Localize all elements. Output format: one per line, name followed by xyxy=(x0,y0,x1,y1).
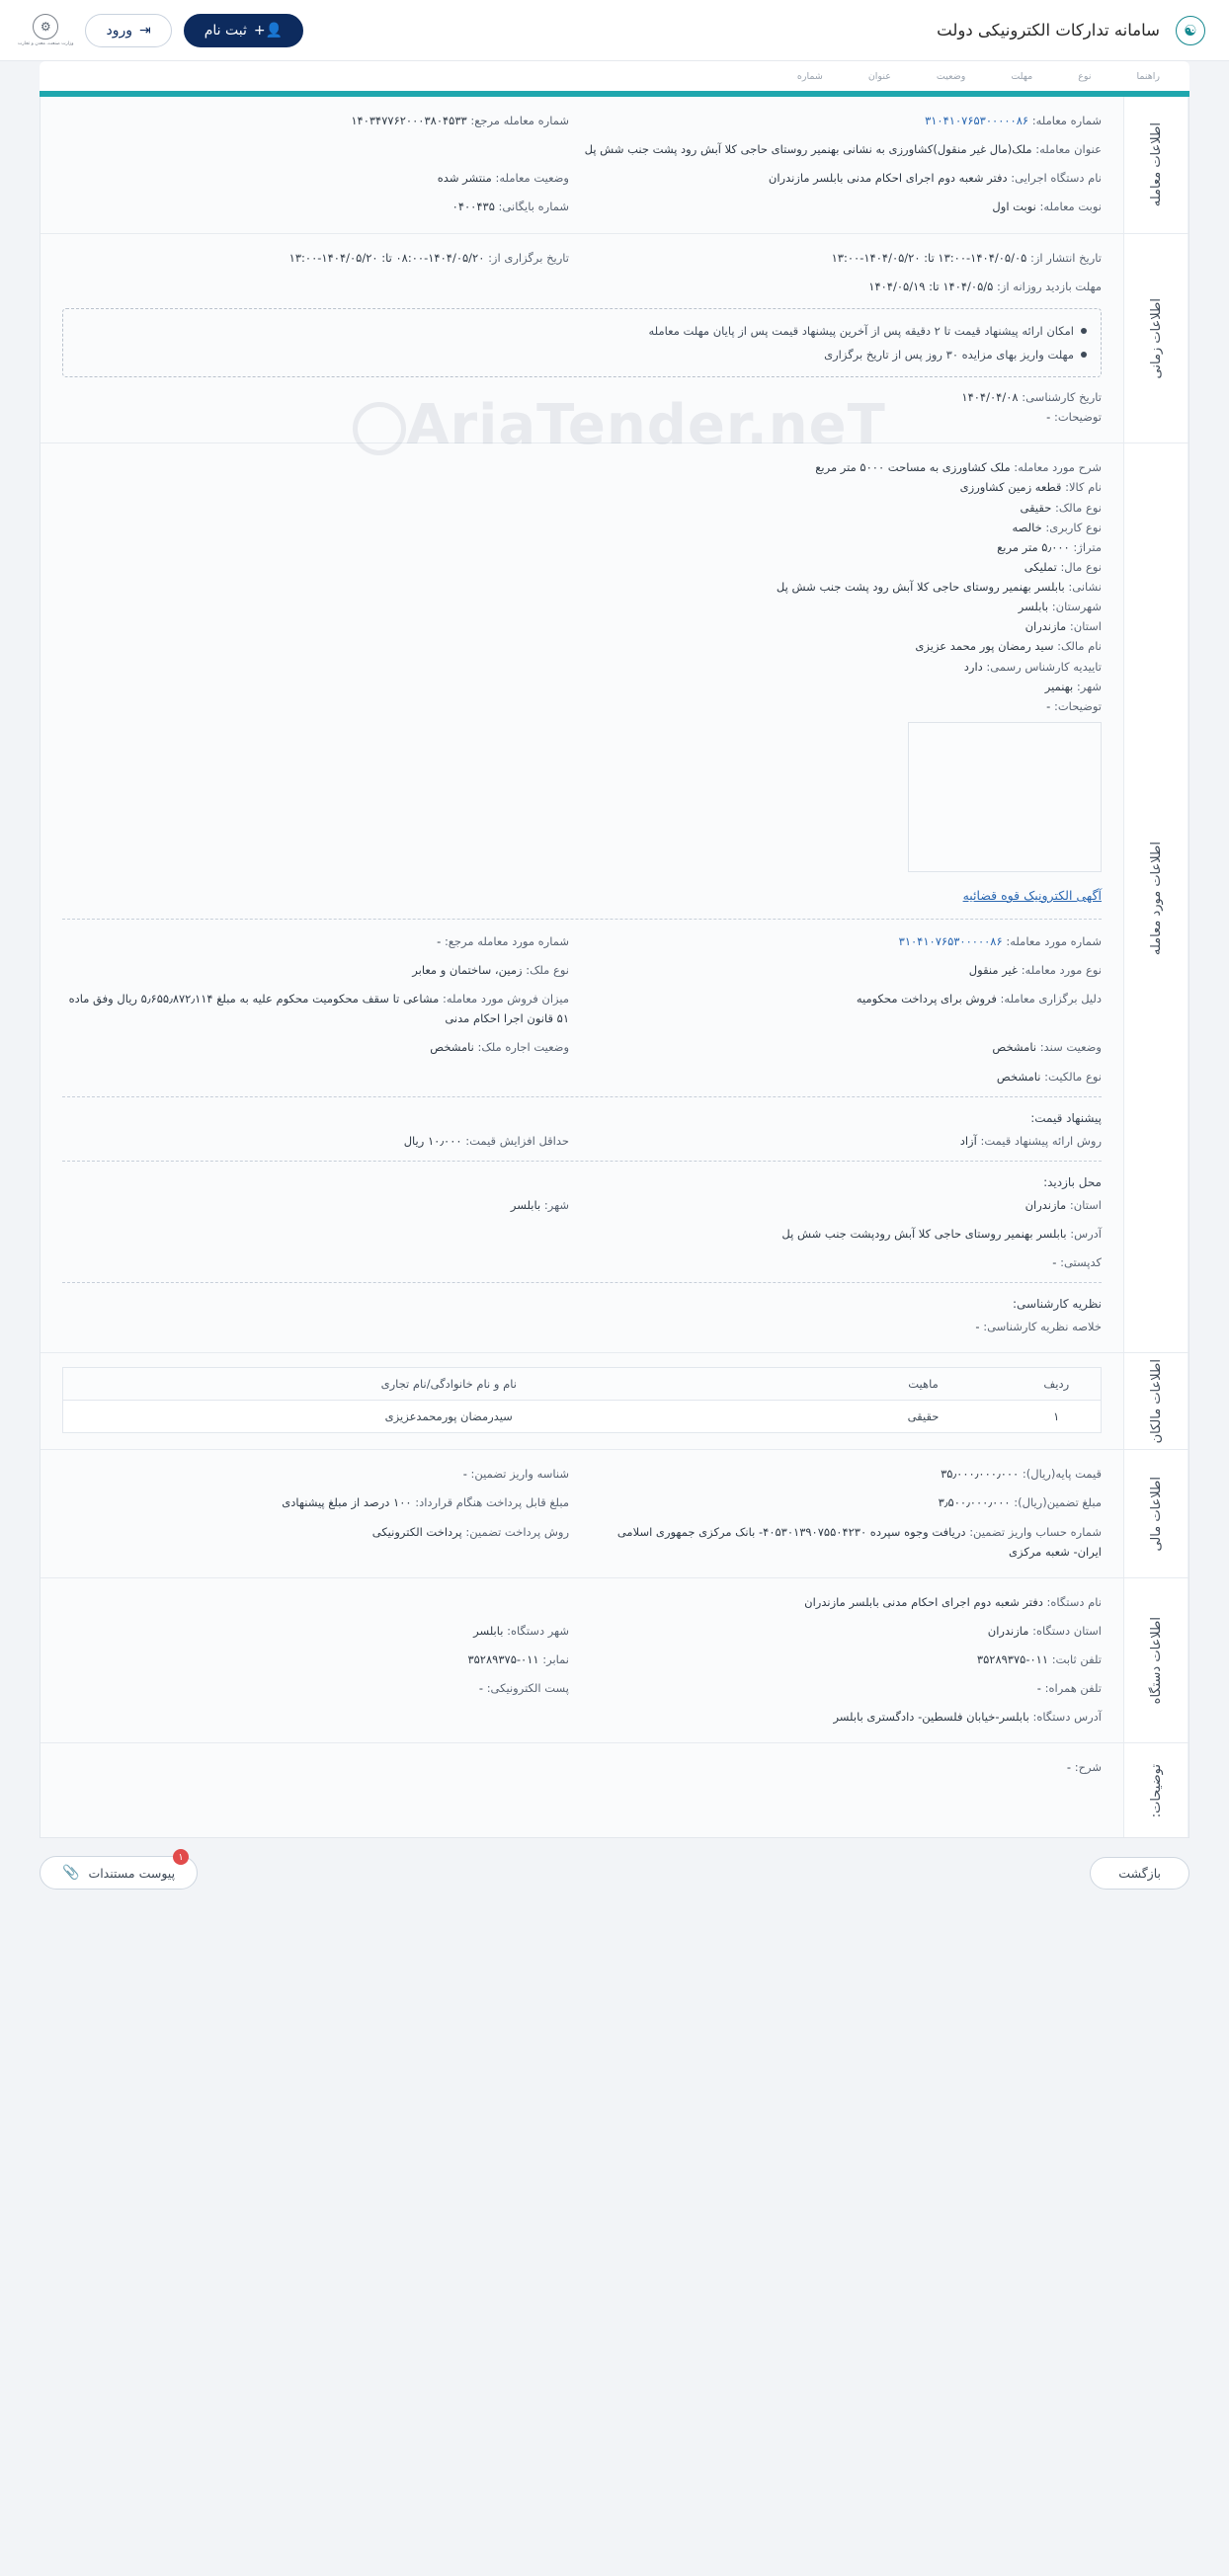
field-guarantee-amount: مبلغ تضمین(ریال): ۳٫۵۰۰٫۰۰۰٫۰۰۰ xyxy=(938,1495,1102,1510)
field-transaction-round: نوبت معامله: نوبت اول xyxy=(992,200,1102,214)
register-button[interactable] xyxy=(184,14,303,47)
field-county: شهرستان: بابلسر xyxy=(1018,600,1102,614)
field-agency-phone: تلفن ثابت: ۰۱۱-۳۵۲۸۹۳۷۵ xyxy=(976,1652,1102,1667)
col-row-number: ردیف xyxy=(1013,1368,1102,1401)
field-reference-number: شماره معامله مرجع: ۱۴۰۳۴۷۷۶۲۰۰۰۳۸۰۴۵۳۳ xyxy=(351,114,569,127)
attachments-button[interactable] xyxy=(40,1851,198,1890)
property-image-placeholder[interactable] xyxy=(908,722,1102,872)
ministry-logo-icon: ⚙ وزارت صنعت، معدن و تجارت xyxy=(18,14,73,46)
field-case-item-number: شماره مورد معامله: ۳۱۰۴۱۰۷۶۵۳۰۰۰۰۰۸۶ xyxy=(898,933,1102,948)
field-city: شهر: بهنمیر xyxy=(1044,679,1102,693)
subhead-price: پیشنهاد قیمت: xyxy=(1030,1110,1102,1125)
page-title: سامانه تدارکات الکترونیکی دولت xyxy=(937,21,1160,40)
section-agency xyxy=(41,1578,1188,1744)
section-financial xyxy=(41,1450,1188,1578)
login-label: ورود xyxy=(106,22,132,39)
col-nature: ماهیت xyxy=(835,1368,1013,1401)
section-label-financial: اطلاعات مالی xyxy=(1123,1450,1188,1577)
field-case-deed-status: وضعیت سند: نامشخص xyxy=(992,1040,1102,1055)
section-label-transaction: اطلاعات معامله xyxy=(1123,97,1188,233)
field-visit-city: شهر: بابلسر xyxy=(510,1197,569,1212)
footer-actions xyxy=(40,1851,1189,1917)
field-transaction-title: عنوان معامله: ملک(مال غیر منقول)کشاورزی به نشانی بهنمیر روستای حاجی کلا آبش رود پشت جنب شش پل xyxy=(584,142,1102,157)
strip-col-1: نوع xyxy=(1078,70,1092,82)
field-property-kind: نوع مال: تملیکی xyxy=(1024,559,1102,574)
section-owners xyxy=(41,1353,1188,1450)
judicial-notice-link-wrap xyxy=(62,872,1102,909)
attachments-label: پیوست مستندات xyxy=(88,1865,176,1881)
register-label: ثبت نام xyxy=(204,22,247,39)
field-agency-name: نام دستگاه اجرایی: دفتر شعبه دوم اجرای احکام مدنی بابلسر مازندران xyxy=(768,171,1102,186)
field-expert-date: تاریخ کارشناسی: ۱۴۰۴/۰۴/۰۸ xyxy=(961,390,1102,405)
field-visit-postal-code: کدپستی: - xyxy=(1052,1255,1102,1270)
detail-card xyxy=(40,97,1189,1838)
field-timing-notes: توضیحات: - xyxy=(1046,410,1102,425)
field-base-price: قیمت پایه(ریال): ۳۵٫۰۰۰٫۰۰۰٫۰۰۰ xyxy=(941,1467,1102,1482)
field-agency-email: پست الکترونیکی: - xyxy=(478,1681,569,1696)
field-case-ref-number: شماره مورد معامله مرجع: - xyxy=(437,933,569,948)
field-case-property-type: نوع ملک: زمین، ساختمان و معابر xyxy=(412,963,569,978)
strip-col-4: عنوان xyxy=(867,70,891,82)
field-case-reason: دلیل برگزاری معامله: فروش برای پرداخت محکومیه xyxy=(856,992,1102,1006)
iran-emblem-icon: ☯ xyxy=(1170,11,1211,50)
section-details xyxy=(41,443,1188,1353)
field-expert-confirmation: تاییدیه کارشناس رسمی: دارد xyxy=(963,659,1102,674)
field-item-name: نام کالا: قطعه زمین کشاورزی xyxy=(959,480,1102,495)
field-agency-mobile: تلفن همراه: - xyxy=(1036,1681,1102,1696)
field-transaction-number: شماره معامله: ۳۱۰۴۱۰۷۶۵۳۰۰۰۰۰۸۶ xyxy=(925,114,1102,127)
field-event-date: تاریخ برگزاری از: ۱۴۰۴/۰۵/۲۰-۰۸:۰۰ تا: ۱۴۰۴/۰۵/۲۰-۱۳:۰۰ xyxy=(288,250,569,265)
auth-area xyxy=(18,14,303,47)
judicial-notice-link[interactable]: آگهی الکترونیک قوه قضائیه xyxy=(962,887,1102,903)
field-daily-visit-period: مهلت بازدید روزانه از: ۱۴۰۴/۰۵/۵ تا: ۱۴۰۴/۰۵/۱۹ xyxy=(868,279,1102,293)
field-archive-number: شماره بایگانی: ۰۴۰۰۴۳۵ xyxy=(451,200,569,214)
field-case-item-type: نوع مورد معامله: غیر منقول xyxy=(968,963,1102,978)
field-province: استان: مازندران xyxy=(1024,619,1102,634)
field-details-notes: توضیحات: - xyxy=(1046,698,1102,713)
back-button[interactable]: بازگشت xyxy=(1090,1857,1189,1890)
field-agency-province: استان دستگاه: مازندران xyxy=(987,1623,1102,1638)
field-deposit-id: شناسه واریز تضمین: - xyxy=(462,1467,569,1482)
field-price-method: روش ارائه پیشنهاد قیمت: آزاد xyxy=(959,1133,1102,1148)
strip-col-2: مهلت xyxy=(1011,70,1033,82)
list-header-strip xyxy=(40,61,1189,91)
field-comment-description: شرح: - xyxy=(1066,1760,1102,1775)
field-publish-date: تاریخ انتشار از: ۱۴۰۴/۰۵/۰۵-۱۳:۰۰ تا: ۱۴۰۴/۰۵/۲۰-۱۳:۰۰ xyxy=(831,250,1102,265)
login-arrow-icon: ⇥ xyxy=(139,22,151,39)
owners-table xyxy=(62,1367,1102,1433)
timing-notes-box xyxy=(62,308,1102,377)
cell-owner-name: سیدرمضان پورمحمدعزیزی xyxy=(384,1409,513,1424)
field-area: متراژ: ۵٫۰۰۰ متر مربع xyxy=(997,539,1102,554)
section-transaction xyxy=(41,97,1188,234)
timing-bullet-0: امکان ارائه پیشنهاد قیمت تا ۲ دقیقه پس از آخرین پیشنهاد قیمت پس از پایان مهلت معامله xyxy=(77,319,1087,343)
section-timing xyxy=(41,234,1188,444)
field-visit-province: استان: مازندران xyxy=(1024,1197,1102,1212)
user-plus-icon: 👤+ xyxy=(253,22,284,39)
field-usage-type: نوع کاربری: خالصه xyxy=(1012,520,1102,534)
section-label-timing: اطلاعات زمانی xyxy=(1123,234,1188,443)
timing-bullet-1: مهلت واریز بهای مزایده ۳۰ روز پس از تاریخ برگزاری xyxy=(77,343,1087,366)
strip-col-0: راهنما xyxy=(1136,70,1160,82)
field-case-sale-amount: میزان فروش مورد معامله: مشاعی تا سقف محکومیت محکوم علیه به مبلغ ۵٫۶۵۵٫۸۷۲٫۱۱۴ ریال وفق ماده ۵۱ قانون اجرا احکام مدنی xyxy=(68,992,569,1026)
field-transaction-status: وضعیت معامله: منتشر شده xyxy=(437,171,569,186)
field-agency-address: آدرس دستگاه: بابلسر-خیابان فلسطین- دادگستری بابلسر xyxy=(833,1710,1102,1725)
strip-col-5: شماره xyxy=(796,70,823,82)
field-visit-address: آدرس: بابلسر بهنمیر روستای حاجی کلا آبش رودپشت جنب شش پل xyxy=(781,1226,1102,1241)
field-case-ownership-type: نوع مالکیت: نامشخص xyxy=(996,1069,1102,1084)
strip-col-3: وضعیت xyxy=(936,70,966,82)
field-owner-type: نوع مالک: حقیقی xyxy=(1020,500,1102,515)
table-row xyxy=(63,1401,1102,1433)
field-agency-city: شهر دستگاه: بابلسر xyxy=(473,1623,569,1638)
divider xyxy=(62,919,1102,920)
field-min-increment: حداقل افزایش قیمت: ۱۰٫۰۰۰ ریال xyxy=(403,1133,569,1148)
field-item-description: شرح مورد معامله: ملک کشاورزی به مساحت ۵۰۰۰ متر مربع xyxy=(815,460,1102,475)
divider xyxy=(62,1161,1102,1162)
section-comments xyxy=(41,1743,1188,1837)
field-payment-method: روش پرداخت تضمین: پرداخت الکترونیکی xyxy=(371,1524,569,1539)
cell-nature: حقیقی xyxy=(907,1409,940,1424)
field-agency-fax: نمابر: ۰۱۱-۳۵۲۸۹۳۷۵ xyxy=(467,1652,569,1667)
section-label-owners: اطلاعات مالکان xyxy=(1123,1353,1188,1449)
ministry-caption: وزارت صنعت، معدن و تجارت xyxy=(18,41,74,46)
field-owner-name: نام مالک: سید رمضان پور محمد عزیزی xyxy=(915,639,1102,654)
field-case-rent-status: وضعیت اجاره ملک: نامشخص xyxy=(430,1040,569,1055)
section-label-details: اطلاعات مورد معامله xyxy=(1123,443,1188,1352)
brand-area xyxy=(937,11,1211,50)
subhead-expert: نظریه کارشناسی: xyxy=(1013,1297,1102,1312)
section-label-comments: توضیحات: xyxy=(1123,1743,1188,1837)
field-address: نشانی: بابلسر بهنمیر روستای حاجی کلا آبش رود پشت جنب شش پل xyxy=(776,580,1102,595)
section-label-agency: اطلاعات دستگاه xyxy=(1123,1578,1188,1743)
field-deposit-account: شماره حساب واریز تضمین: دریافت وجوه سپرده ۴۰۵۳۰۱۳۹۰۷۵۵۰۴۲۳۰- بانک مرکزی جمهوری اسلامی ایران- شعبه مرکزی xyxy=(616,1524,1102,1559)
field-contract-payable: مبلغ قابل پرداخت هنگام قرارداد: ۱۰۰ درصد از مبلغ پیشنهادی xyxy=(282,1495,569,1510)
paperclip-icon: 📎 xyxy=(62,1865,80,1882)
divider xyxy=(62,1096,1102,1097)
login-button[interactable] xyxy=(85,14,171,47)
col-owner-name: نام و نام خانوادگی/نام تجاری xyxy=(63,1368,835,1401)
subhead-visit: محل بازدید: xyxy=(1043,1174,1102,1189)
table-header-row xyxy=(63,1368,1102,1401)
field-agency-full-name: نام دستگاه: دفتر شعبه دوم اجرای احکام مدنی بابلسر مازندران xyxy=(804,1594,1102,1609)
divider xyxy=(62,1282,1102,1283)
top-navbar xyxy=(0,0,1229,61)
field-expert-summary: خلاصه نظریه کارشناسی: - xyxy=(975,1320,1102,1334)
attachments-badge: ۱ xyxy=(173,1849,189,1865)
cell-row-number: ۱ xyxy=(1053,1409,1060,1424)
